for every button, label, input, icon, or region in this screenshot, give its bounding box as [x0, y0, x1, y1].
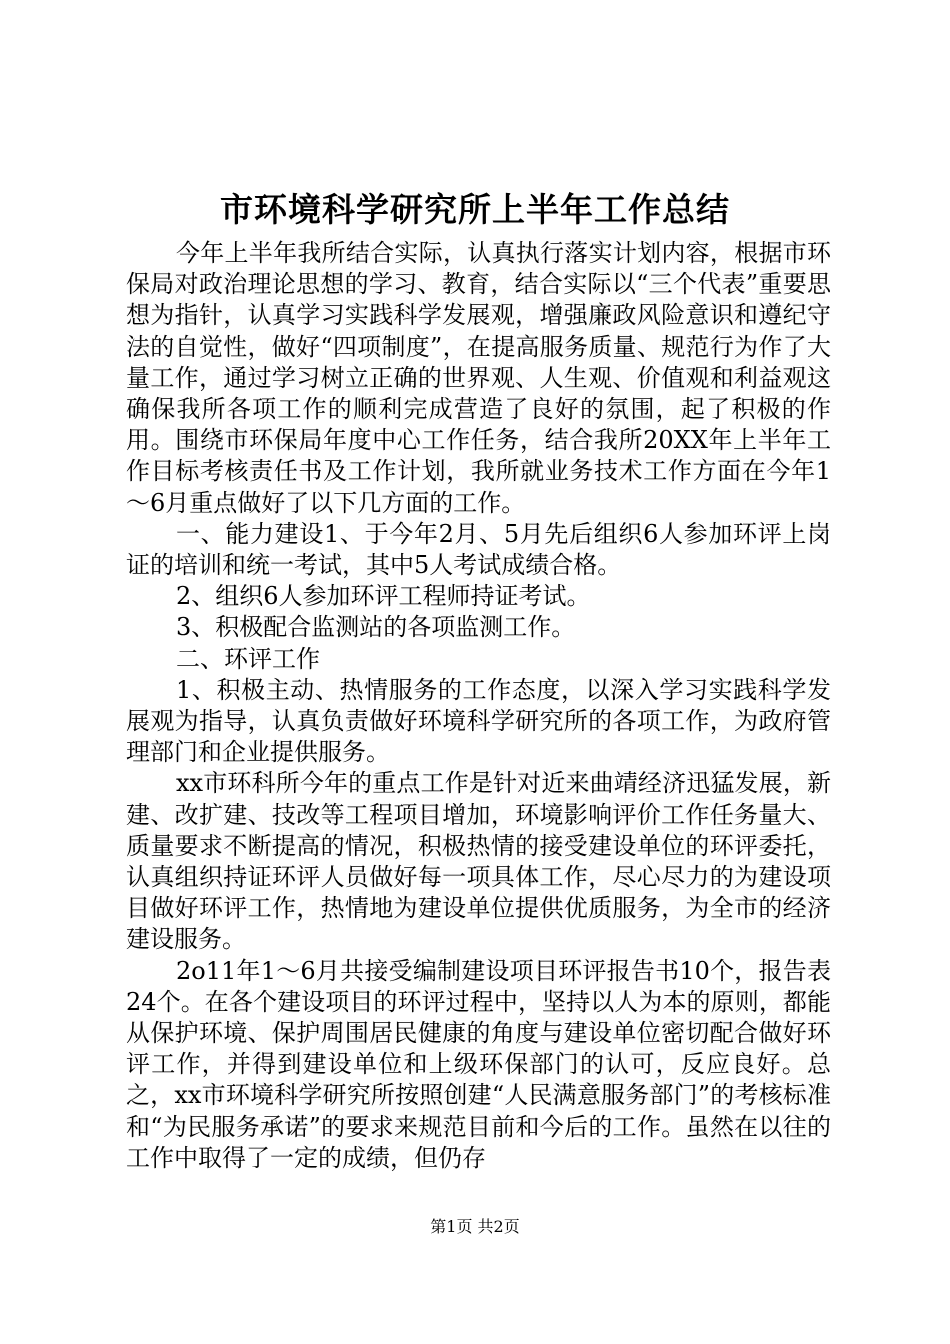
document-title: 市环境科学研究所上半年工作总结	[220, 190, 730, 229]
paragraph-item-3: 3、积极配合监测站的各项监测工作。	[176, 613, 576, 642]
paragraph-item-2: 2、组织6人参加环评工程师持证考试。	[176, 582, 591, 611]
paragraph-summary: 2o11年1～6月共接受编制建设项目环评报告书10个，报告表24个。在各个建设项目的环评过程中，坚持以人为本的原则，都能从保护环境、保护周围居民健康的角度与建设单位密切配合做好环评工作，并得到建设单位和上级环保部门的认可，反应良好。总之，xx市环境科学研究所按照创建“人民满意服务部门”的考核标准和“为民服务承诺”的要求来规范目前和今后的工作。虽然在以往的工作中取得了一定的成绩，但仍存	[126, 956, 831, 1172]
paragraph-key-work: xx市环科所今年的重点工作是针对近来曲靖经济迅猛发展，新建、改扩建、技改等工程项目增加，环境影响评价工作任务量大、质量要求不断提高的情况，积极热情的接受建设单位的环评委托，认真组织持证环评人员做好每一项具体工作，尽心尽力的为建设项目做好环评工作，热情地为建设单位提供优质服务，为全市的经济建设服务。	[126, 769, 831, 954]
paragraph-capacity-building: 一、能力建设1、于今年2月、5月先后组织6人参加环评上岗证的培训和统一考试，其中5人考试成绩合格。	[126, 519, 831, 580]
paragraph-eia-attitude: 1、积极主动、热情服务的工作态度，以深入学习实践科学发展观为指导，认真负责做好环境科学研究所的各项工作，为政府管理部门和企业提供服务。	[126, 675, 831, 767]
page-footer: 第1页 共2页	[430, 1217, 520, 1236]
paragraph-intro: 今年上半年我所结合实际，认真执行落实计划内容，根据市环保局对政治理论思想的学习、教育，结合实际以“三个代表”重要思想为指针，认真学习实践科学发展观，增强廉政风险意识和遵纪守法的自觉性，做好“四项制度”，在提高服务质量、规范行为作了大量工作，通过学习树立正确的世界观、人生观、价值观和利益观这确保我所各项工作的顺利完成营造了良好的氛围，起了积极的作用。围绕市环保局年度中心工作任务，结合我所20XX年上半年工作目标考核责任书及工作计划，我所就业务技术工作方面在今年1～6月重点做好了以下几方面的工作。	[126, 239, 831, 517]
document-body	[126, 238, 831, 1174]
section-heading-eia: 二、环评工作	[176, 644, 320, 673]
